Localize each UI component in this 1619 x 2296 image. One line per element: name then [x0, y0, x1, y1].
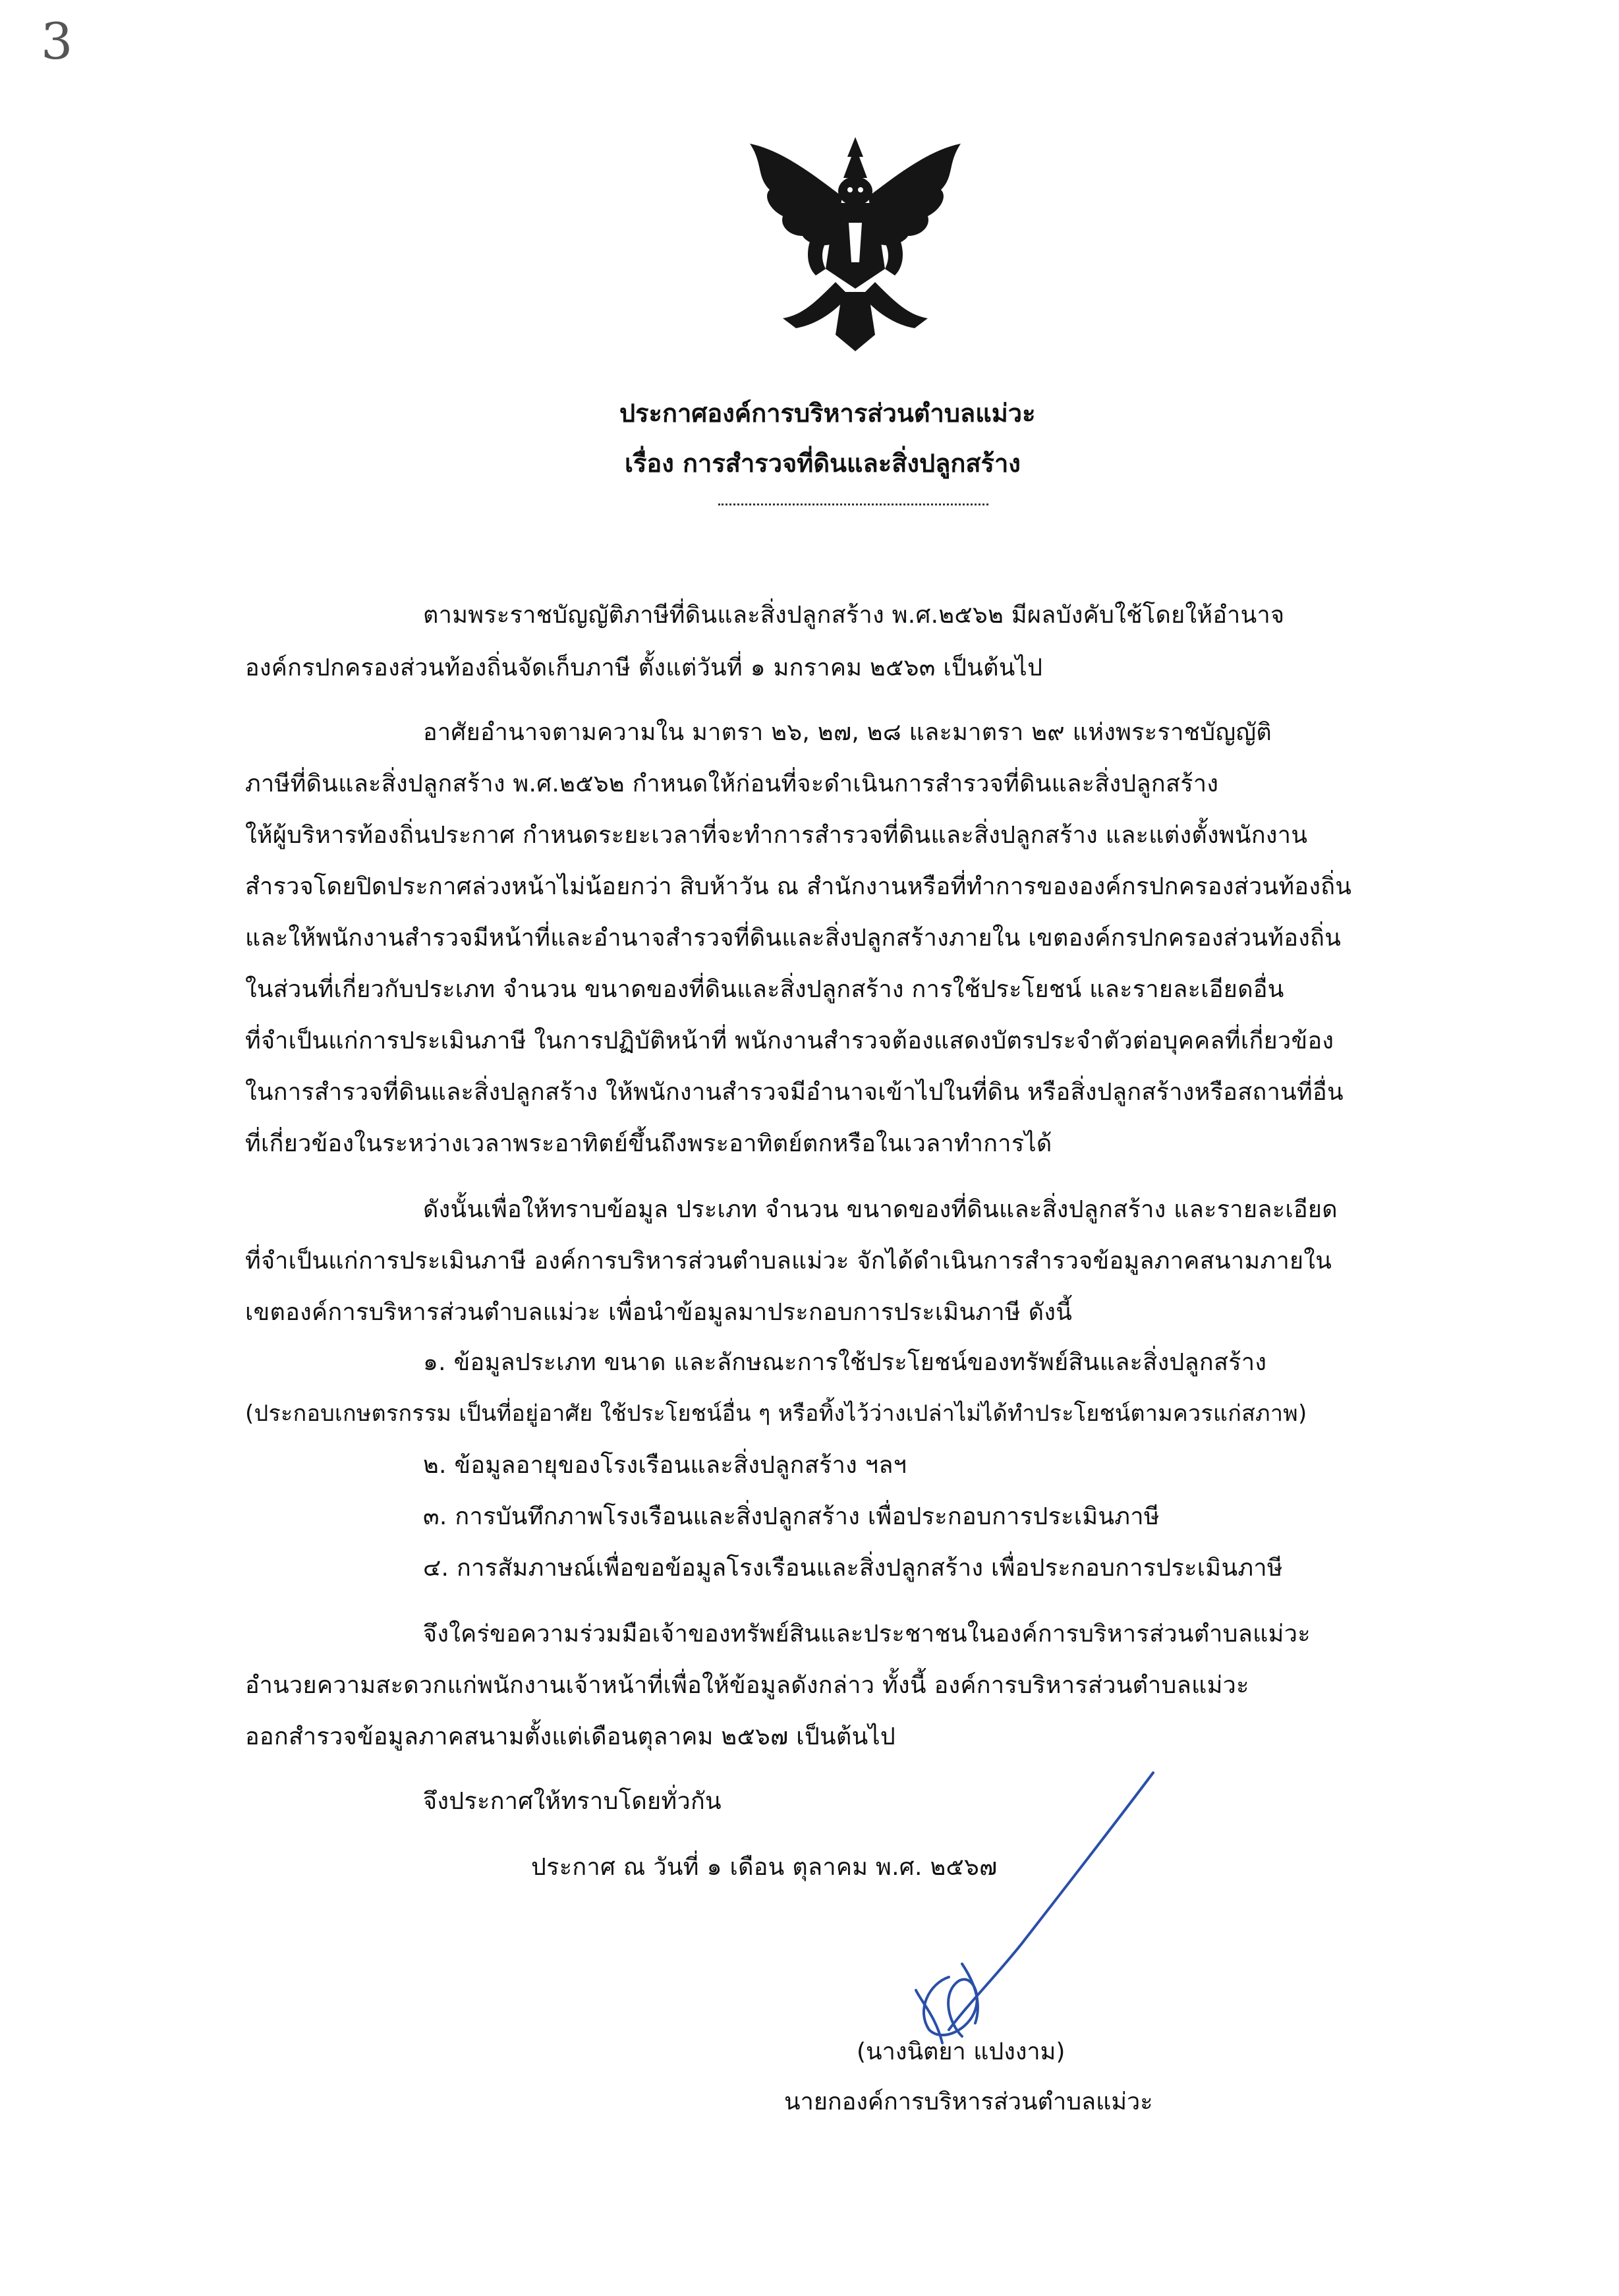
paragraph-line: ดังนั้นเพื่อให้ทราบข้อมูล ประเภท จำนวน ขนาดของที่ดินและสิ่งปลูกสร้าง และรายละเอียด: [423, 1196, 1338, 1223]
closing-statement: จึงประกาศให้ทราบโดยทั่วกัน: [423, 1788, 722, 1815]
list-item: ๒. ข้อมูลอายุของโรงเรือนและสิ่งปลูกสร้าง ฯลฯ: [423, 1452, 907, 1479]
paragraph-line: องค์กรปกครองส่วนท้องถิ่นจัดเก็บภาษี ตั้งแต่วันที่ ๑ มกราคม ๒๕๖๓ เป็นต้นไป: [245, 654, 1043, 681]
paragraph-line: จึงใคร่ขอความร่วมมือเจ้าของทรัพย์สินและประชาชนในองค์การบริหารส่วนตำบลแม่วะ: [423, 1621, 1311, 1648]
page-number: 3: [41, 12, 73, 71]
list-item-detail: (ประกอบเกษตรกรรม เป็นที่อยู่อาศัย ใช้ประโยชน์อื่น ๆ หรือทิ้งไว้ว่างเปล่าไม่ได้ทำประโยชน์ตามควรแก่สภาพ): [245, 1400, 1307, 1427]
paragraph-line: ให้ผู้บริหารท้องถิ่นประกาศ กำหนดระยะเวลาที่จะทำการสำรวจที่ดินและสิ่งปลูกสร้าง และแต่งตั้งพนักงาน: [245, 822, 1308, 849]
notice-subject: เรื่อง การสำรวจที่ดินและสิ่งปลูกสร้าง: [625, 449, 1021, 478]
paragraph-line: ในส่วนที่เกี่ยวกับประเภท จำนวน ขนาดของที่ดินและสิ่งปลูกสร้าง การใช้ประโยชน์ และรายละเอียดอื่น: [245, 976, 1284, 1003]
paragraph-line: เขตองค์การบริหารส่วนตำบลแม่วะ เพื่อนำข้อมูลมาประกอบการประเมินภาษี ดังนี้: [245, 1299, 1073, 1326]
heading-divider: [718, 503, 988, 505]
paragraph-line: ตามพระราชบัญญัติภาษีที่ดินและสิ่งปลูกสร้าง พ.ศ.๒๕๖๒ มีผลบังคับใช้โดยให้อำนาจ: [423, 602, 1285, 629]
signatory-name: (นางนิตยา แปงงาม): [857, 2038, 1065, 2065]
list-item: ๑. ข้อมูลประเภท ขนาด และลักษณะการใช้ประโยชน์ของทรัพย์สินและสิ่งปลูกสร้าง: [423, 1349, 1267, 1376]
signatory-position: นายกองค์การบริหารส่วนตำบลแม่วะ: [784, 2088, 1153, 2115]
paragraph-line: ในการสำรวจที่ดินและสิ่งปลูกสร้าง ให้พนักงานสำรวจมีอำนาจเข้าไปในที่ดิน หรือสิ่งปลูกสร้างหรือสถานที่อื่น: [245, 1079, 1344, 1106]
garuda-emblem-icon: [743, 137, 967, 355]
paragraph-line: ที่เกี่ยวข้องในระหว่างเวลาพระอาทิตย์ขึ้นถึงพระอาทิตย์ตกหรือในเวลาทำการได้: [245, 1130, 1052, 1157]
announcement-date: ประกาศ ณ วันที่ ๑ เดือน ตุลาคม พ.ศ. ๒๕๖๗: [531, 1854, 998, 1881]
paragraph-line: และให้พนักงานสำรวจมีหน้าที่และอำนาจสำรวจที่ดินและสิ่งปลูกสร้างภายใน เขตองค์กรปกครองส่วนท้องถิ่น: [245, 925, 1342, 952]
paragraph-line: ออกสำรวจข้อมูลภาคสนามตั้งแต่เดือนตุลาคม ๒๕๖๗ เป็นต้นไป: [245, 1723, 896, 1750]
paragraph-line: อาศัยอำนาจตามความใน มาตรา ๒๖, ๒๗, ๒๘ และมาตรา ๒๙ แห่งพระราชบัญญัติ: [423, 719, 1272, 746]
list-item: ๓. การบันทึกภาพโรงเรือนและสิ่งปลูกสร้าง เพื่อประกอบการประเมินภาษี: [423, 1503, 1160, 1530]
paragraph-line: ที่จำเป็นแก่การประเมินภาษี องค์การบริหารส่วนตำบลแม่วะ จักได้ดำเนินการสำรวจข้อมูลภาคสนามภายใน: [245, 1248, 1332, 1275]
handwritten-signature-icon: [876, 1766, 1166, 2069]
list-item: ๔. การสัมภาษณ์เพื่อขอข้อมูลโรงเรือนและสิ่งปลูกสร้าง เพื่อประกอบการประเมินภาษี: [423, 1555, 1283, 1582]
paragraph-line: ภาษีที่ดินและสิ่งปลูกสร้าง พ.ศ.๒๕๖๒ กำหนดให้ก่อนที่จะดำเนินการสำรวจที่ดินและสิ่งปลูกสร้าง: [245, 770, 1219, 797]
paragraph-line: ที่จำเป็นแก่การประเมินภาษี ในการปฏิบัติหน้าที่ พนักงานสำรวจต้องแสดงบัตรประจำตัวต่อบุคคลที่เกี่ยวข้อง: [245, 1027, 1334, 1054]
notice-title: ประกาศองค์การบริหารส่วนตำบลแม่วะ: [619, 399, 1036, 428]
paragraph-line: อำนวยความสะดวกแก่พนักงานเจ้าหน้าที่เพื่อให้ข้อมูลดังกล่าว ทั้งนี้ องค์การบริหารส่วนตำบลแม่วะ: [245, 1672, 1249, 1699]
paragraph-line: สำรวจโดยปิดประกาศล่วงหน้าไม่น้อยกว่า สิบห้าวัน ณ สำนักงานหรือที่ทำการขององค์กรปกครองส่วนท้องถิ่น: [245, 873, 1352, 900]
